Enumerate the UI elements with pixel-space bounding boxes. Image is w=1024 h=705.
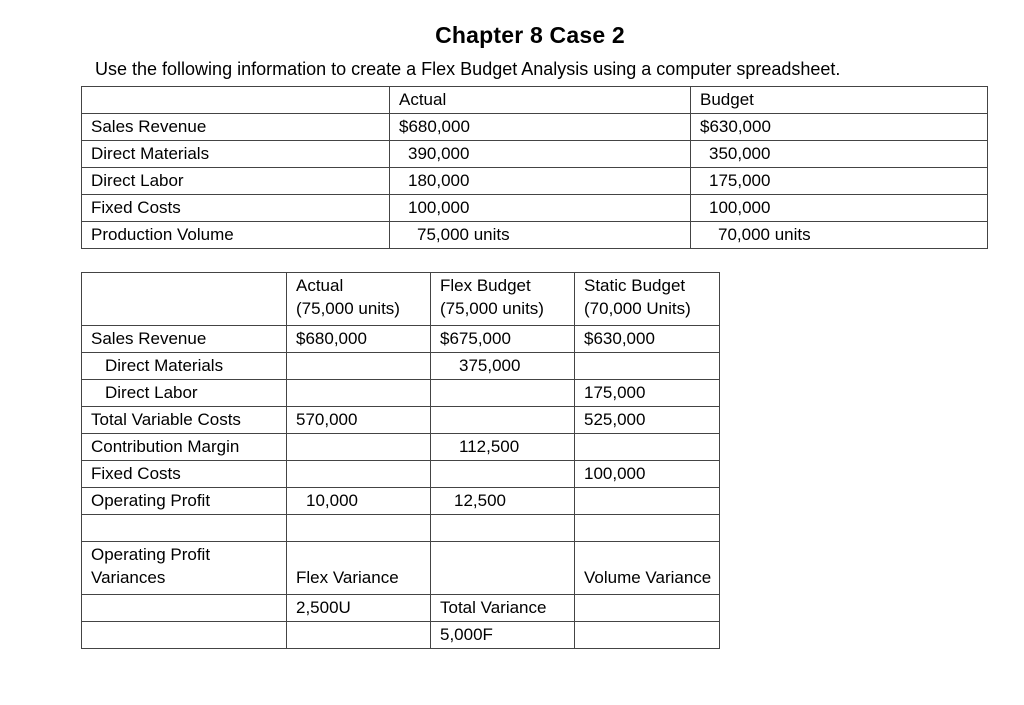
instructions-text: Use the following information to create a Flex Budget Analysis using a computer spreadsheet. [95,59,841,79]
flex-value: 112,500 [431,434,575,461]
row-label: Fixed Costs [82,461,287,488]
row-label: Fixed Costs [82,195,390,222]
actual-value: $680,000 [390,114,691,141]
flex-value: 12,500 [431,488,575,515]
table-row [82,434,720,461]
row-label: Production Volume [82,222,390,249]
budget-value: $630,000 [691,114,988,141]
header-cell-blank [82,87,390,114]
actual-value: 390,000 [390,141,691,168]
total-variance-value: 5,000F [431,622,575,649]
page-title: Chapter 8 Case 2 [435,22,625,48]
actual-value: 10,000 [287,488,431,515]
actual-value: 180,000 [390,168,691,195]
blank-cell [431,515,575,542]
blank-cell [287,515,431,542]
blank-cell [431,542,575,595]
flex-budget-table [81,272,720,649]
table-row-blank [82,515,720,542]
row-label: Direct Labor [82,380,287,407]
budget-value: 175,000 [691,168,988,195]
table-row [82,488,720,515]
variances-row [82,542,720,595]
flex-value [431,461,575,488]
header-cell-static-budget: Static Budget (70,000 Units) [575,273,720,326]
blank-cell [82,515,287,542]
actual-value [287,434,431,461]
static-value: $630,000 [575,326,720,353]
static-value: 525,000 [575,407,720,434]
total-variance-row [82,622,720,649]
flex-variance-value: 2,500U [287,595,431,622]
table-row [82,461,720,488]
table-row [82,326,720,353]
blank-cell [287,622,431,649]
actual-value: 100,000 [390,195,691,222]
row-label: Sales Revenue [82,114,390,141]
volume-variance-label: Volume Variance [575,542,720,595]
static-value: 175,000 [575,380,720,407]
flex-value [431,380,575,407]
table-header-row [82,273,720,326]
variance-values-row [82,595,720,622]
actual-value: $680,000 [287,326,431,353]
row-label: Sales Revenue [82,326,287,353]
row-label: Operating Profit [82,488,287,515]
variances-label: Operating Profit Variances [82,542,287,595]
actual-value: 75,000 units [390,222,691,249]
static-value [575,353,720,380]
blank-cell [82,595,287,622]
header-cell-flex-budget: Flex Budget (75,000 units) [431,273,575,326]
budget-value: 350,000 [691,141,988,168]
header-cell-actual: Actual (75,000 units) [287,273,431,326]
table-row [82,141,988,168]
flex-value [431,407,575,434]
table-row [82,168,988,195]
row-label: Total Variable Costs [82,407,287,434]
blank-cell [82,622,287,649]
static-value: 100,000 [575,461,720,488]
table-header-row [82,87,988,114]
budget-value: 70,000 units [691,222,988,249]
table-row [82,407,720,434]
static-value [575,434,720,461]
table-row [82,222,988,249]
row-label: Direct Labor [82,168,390,195]
row-label: Direct Materials [82,141,390,168]
static-value [575,488,720,515]
header-cell-blank [82,273,287,326]
table-row [82,114,988,141]
budget-value: 100,000 [691,195,988,222]
header-cell-actual: Actual [390,87,691,114]
row-label: Contribution Margin [82,434,287,461]
table-row [82,380,720,407]
flex-variance-label: Flex Variance [287,542,431,595]
actual-value [287,353,431,380]
row-label: Direct Materials [82,353,287,380]
flex-value: $675,000 [431,326,575,353]
actual-value [287,461,431,488]
actual-value [287,380,431,407]
blank-cell [575,515,720,542]
actual-value: 570,000 [287,407,431,434]
table-row [82,353,720,380]
blank-cell [575,595,720,622]
header-cell-budget: Budget [691,87,988,114]
blank-cell [575,622,720,649]
flex-value: 375,000 [431,353,575,380]
table-row [82,195,988,222]
total-variance-label: Total Variance [431,595,575,622]
given-data-table [81,86,988,249]
